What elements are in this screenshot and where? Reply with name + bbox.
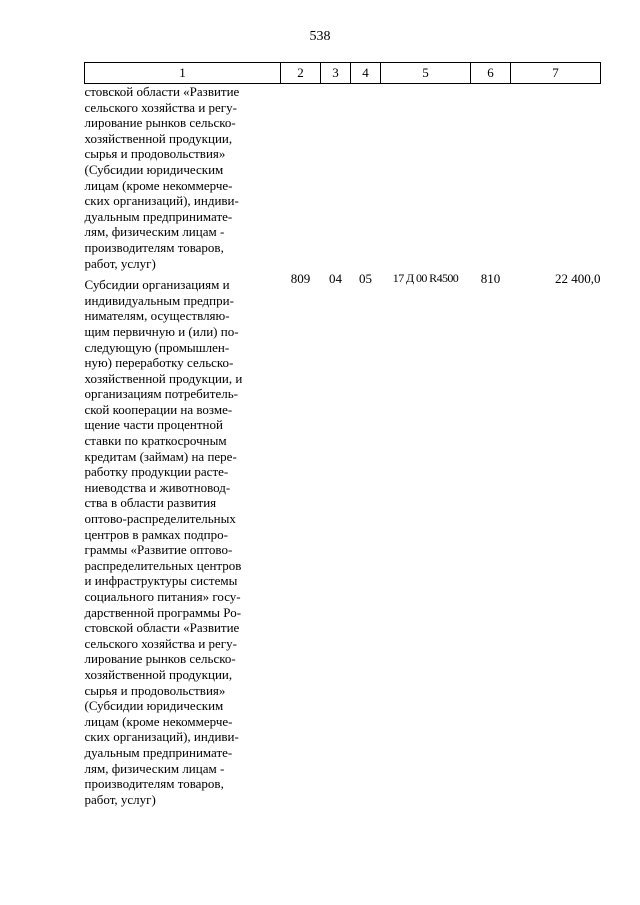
table-row [85,84,601,272]
page-number: 538 [309,29,331,44]
column-header-expense-type: 6 [471,63,511,84]
row-section: 04 [329,271,342,287]
row-subsection [351,84,381,272]
column-header-description: 1 [85,63,281,84]
column-header-target-article: 5 [381,63,471,84]
row-ministry [281,84,321,272]
row-amount [511,84,601,272]
table-row [85,271,601,807]
row-description: стовской области «Развитие сельского хозяйства и регу- лирование рынков сельско- хозяйственной продукции, сырья и продовольствия» (Субсидии юридическим лицам (кроме некоммерче- ских организаций), индиви- дуальным предпринимате- лям, физическим лицам - производителям товаров, работ, услуг) [84,84,240,271]
row-section [321,84,351,272]
row-expense-type: 810 [480,271,501,287]
row-description: Субсидии организациям и индивидуальным предпри- нимателям, осуществляю- щим первичную и (или) по- следующую (промышлен- ную) переработку сельско- хозяйственной продукции, и организациям потребитель- ской кооперации на возме- щение части процентной ставки по краткосрочным кредитам (займам) на пере- работку продукции расте- ниеводства и животновод- ства в области развития оптово-распределительных центров в рамках подпро- граммы «Развитие оптово- распределительных центров и инфраструктуры системы социального питания» госу- дарственной программы Ро- стовской области «Развитие сельского хозяйства и регу- лирование рынков сельско- хозяйственной продукции, сырья и продовольствия» (Субсидии юридическим лицам (кроме некоммерче- ских организаций), индиви- дуальным предпринимате- лям, физическим лицам - производителям товаров, работ, услуг) [84,277,243,807]
row-target-article [381,84,471,272]
row-subsection: 05 [359,271,372,287]
column-header-section: 3 [321,63,351,84]
row-target-article: 17 Д 00 R4500 [392,271,459,286]
table-header-row [85,63,601,84]
column-header-ministry: 2 [281,63,321,84]
row-amount: 22 400,0 [555,271,601,287]
row-ministry: 809 [290,271,311,287]
column-header-amount: 7 [511,63,601,84]
budget-table [84,62,601,807]
column-header-subsection: 4 [351,63,381,84]
row-expense-type [471,84,511,272]
